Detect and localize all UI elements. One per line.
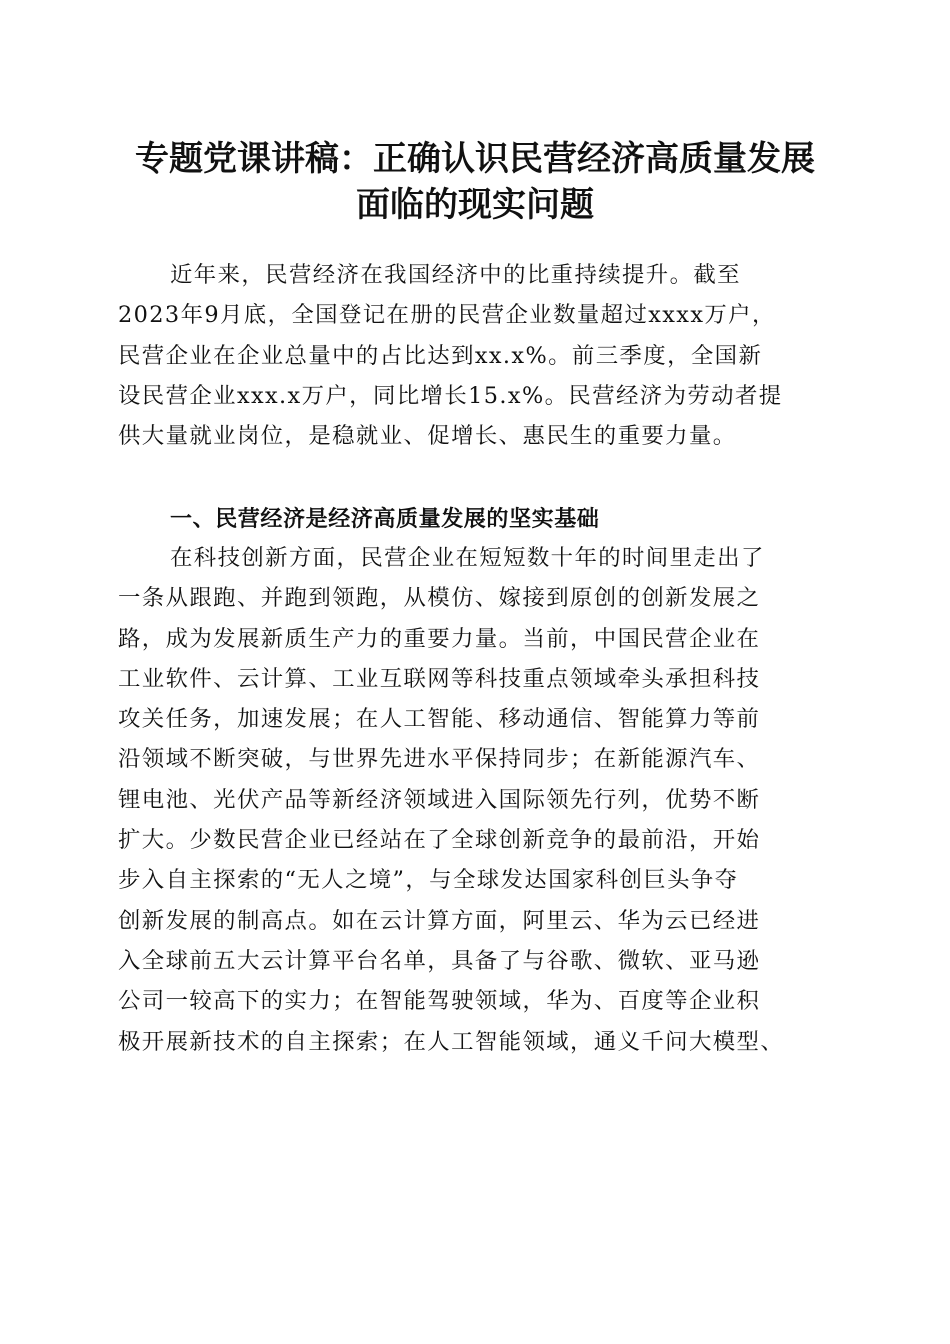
paragraph-line: 锂电池、光伏产品等新经济领域进入国际领先行列，优势不断 xyxy=(118,786,761,813)
paragraph-line: 攻关任务，加速发展；在人工智能、移动通信、智能算力等前 xyxy=(118,706,761,733)
paragraph-line: 沿领域不断突破，与世界先进水平保持同步；在新能源汽车、 xyxy=(118,746,761,773)
paragraph-line: 公司一较高下的实力；在智能驾驶领域，华为、百度等企业积 xyxy=(118,988,761,1015)
paragraph-line: 工业软件、云计算、工业互联网等科技重点领域牵头承担科技 xyxy=(118,665,761,692)
paragraph-line: 民营企业在企业总量中的占比达到xx.x%。前三季度，全国新 xyxy=(118,342,763,369)
paragraph-line: 步入自主探索的“无人之境”，与全球发达国家科创巨头争夺 xyxy=(118,867,739,894)
intro-paragraph xyxy=(118,255,830,456)
paragraph-line: 供大量就业岗位，是稳就业、促增长、惠民生的重要力量。 xyxy=(118,423,737,450)
paragraph-line: 创新发展的制高点。如在云计算方面，阿里云、华为云已经进 xyxy=(118,907,761,934)
paragraph-line: 极开展新技术的自主探索；在人工智能领域，通义千问大模型、 xyxy=(118,1028,785,1055)
section-heading: 一、民营经济是经济高质量发展的坚实基础 xyxy=(170,507,600,532)
paragraph-line: 2023年9月底，全国登记在册的民营企业数量超过xxxx万户， xyxy=(118,302,776,329)
paragraph-line: 入全球前五大云计算平台名单，具备了与谷歌、微软、亚马逊 xyxy=(118,947,761,974)
document-title xyxy=(100,136,850,228)
title-line-1: 专题党课讲稿：正确认识民营经济高质量发展 xyxy=(135,139,815,179)
paragraph-line: 在科技创新方面，民营企业在短短数十年的时间里走出了 xyxy=(170,545,765,571)
paragraph-line: 设民营企业xxx.x万户，同比增长15.x%。民营经济为劳动者提 xyxy=(118,382,783,409)
title-line-2: 面临的现实问题 xyxy=(356,185,594,225)
paragraph-line: 路，成为发展新质生产力的重要力量。当前，中国民营企业在 xyxy=(118,625,761,652)
paragraph-line: 扩大。少数民营企业已经站在了全球创新竞争的最前沿，开始 xyxy=(118,827,761,854)
paragraph-line: 近年来，民营经济在我国经济中的比重持续提升。截至 xyxy=(170,262,741,288)
tech-innovation-paragraph xyxy=(118,538,830,1062)
paragraph-line: 一条从跟跑、并跑到领跑，从模仿、嫁接到原创的创新发展之 xyxy=(118,585,761,612)
